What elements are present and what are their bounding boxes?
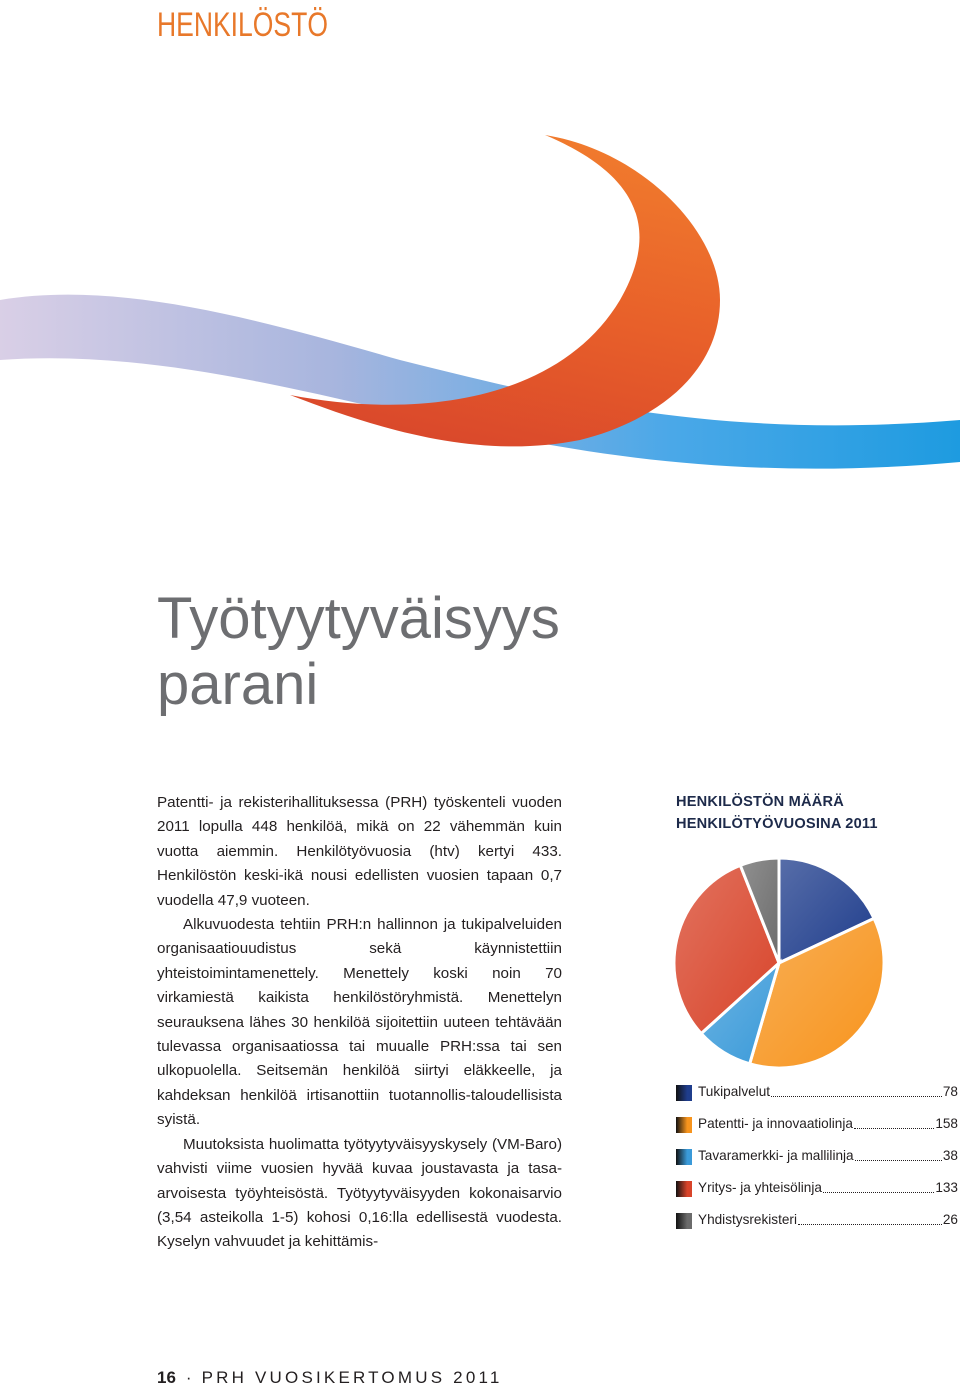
legend-item (676, 1084, 958, 1116)
legend-swatch (676, 1149, 692, 1165)
legend-label: Patentti- ja innovaatiolinja (698, 1116, 853, 1131)
legend-label: Tavaramerkki- ja mallilinja (698, 1148, 854, 1163)
legend-label: Yhdistysrekisteri (698, 1212, 797, 1227)
legend-swatch (676, 1213, 692, 1229)
headline-line-2: parani (157, 652, 319, 717)
legend-value: 133 (935, 1180, 958, 1195)
legend-item (676, 1212, 958, 1244)
page-number: 16 (157, 1368, 176, 1387)
chart-title (676, 791, 878, 835)
legend-label: Tukipalvelut (698, 1084, 771, 1099)
chart-title-line-1: HENKILÖSTÖN MÄÄRÄ (676, 794, 844, 810)
legend-label: Yritys- ja yhteisölinja (698, 1180, 822, 1195)
legend-value: 158 (935, 1116, 958, 1131)
legend-value: 78 (942, 1084, 958, 1099)
legend-leader-dots (823, 1180, 934, 1193)
body-paragraph-3: Muutoksista huolimatta työtyytyväisyyskysely (VM-Baro) vahvisti viime vuosien hyvää kuvaa joustavasta ja tasa-arvoisesta työyhteisöstä. Työtyytyväisyyden kokonaisarvio (3,54 asteikolla 1-5) kohosi 0,16:lla edellisestä vuodesta. Kyselyn vahvuudet ja kehittämis- (157, 1135, 562, 1251)
legend-leader-dots (798, 1212, 942, 1225)
chart-legend (676, 1084, 958, 1244)
legend-item (676, 1180, 958, 1212)
body-paragraph-1: Patentti- ja rekisterihallituksessa (PRH) työskenteli vuoden 2011 lopulla 448 henkilöä, mikä on 22 vähemmän kuin vuotta aiemmin. Henkilötyövuosia (htv) kertyi 433. Henkilöstön keski-ikä nousi edellisten vuosien tapaan 0,7 vuodella 47,9 vuoteen. (157, 794, 562, 909)
legend-leader-dots (771, 1084, 942, 1097)
legend-item (676, 1116, 958, 1148)
publication-name: PRH VUOSIKERTOMUS 2011 (201, 1368, 503, 1387)
footer-separator: · (185, 1368, 192, 1387)
legend-value: 38 (942, 1148, 958, 1163)
legend-swatch (676, 1117, 692, 1133)
headline-line-1: Työtyytyväisyys (157, 586, 560, 651)
legend-item (676, 1148, 958, 1180)
legend-leader-dots (854, 1116, 934, 1129)
page-footer (157, 1368, 503, 1388)
pie-chart (668, 852, 890, 1074)
section-title: HENKILÖSTÖ (157, 6, 328, 44)
decorative-wave-illustration (0, 130, 960, 470)
body-paragraph-2: Alkuvuodesta tehtiin PRH:n hallinnon ja tukipalveluiden organisaatiouudistus sekä käynnistettiin yhteistoimintamenettely. Menettely koski noin 70 virkamiestä kaikista henkilöstöryhmistä. Menettelyn seurauksena lähes 30 henkilöä sijoitettiin uuteen tehtävään tulevassa organisaatiossa tai muualle PRH:ssa tai sen ulkopuolella. Seitsemän henkilöä siirtyi eläkkeelle, ja kahdeksan henkilöä irtisanottiin tuotannollis-taloudellisista syistä. (157, 916, 562, 1129)
legend-swatch (676, 1181, 692, 1197)
legend-swatch (676, 1085, 692, 1101)
chart-title-line-2: HENKILÖTYÖVUOSINA 2011 (676, 816, 878, 832)
legend-value: 26 (942, 1212, 958, 1227)
legend-leader-dots (855, 1148, 942, 1161)
article-headline (157, 586, 560, 718)
article-body (157, 791, 562, 1255)
